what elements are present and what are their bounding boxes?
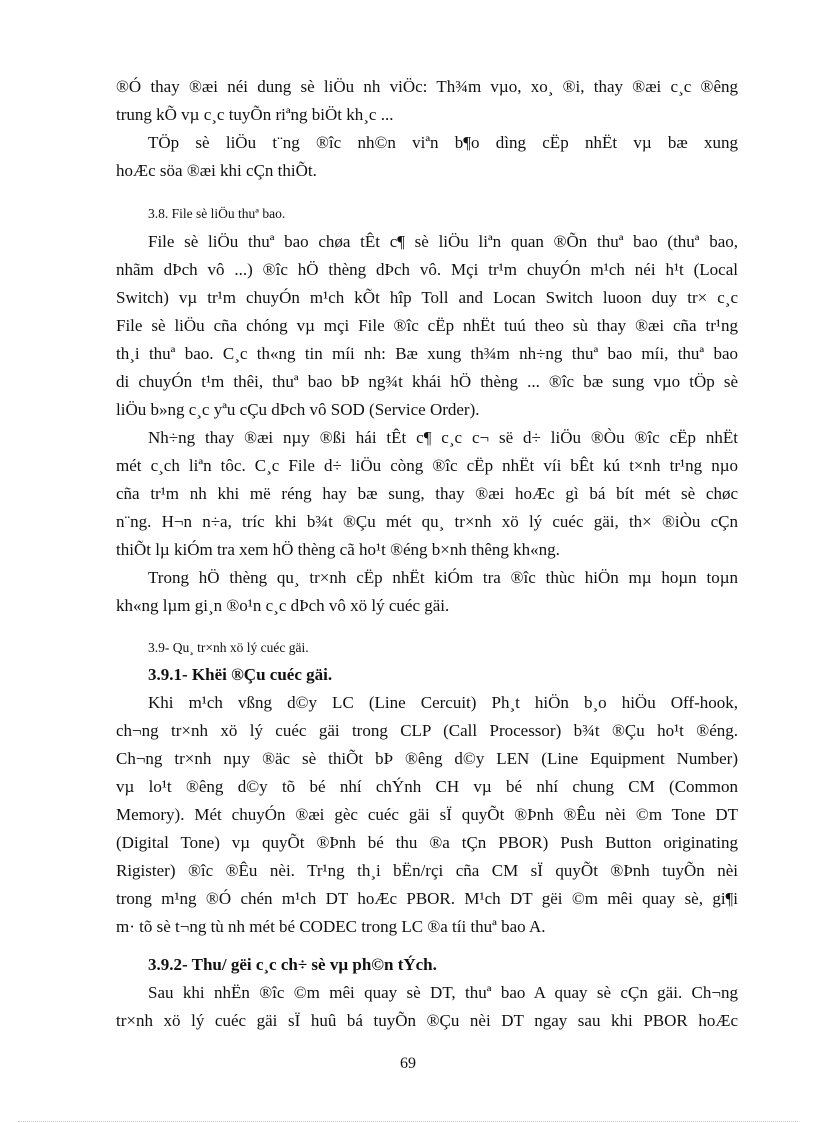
text-line: File sè liÖu thuª bao chøa tÊt c¶ sè liÖu liªn quan ®Õn thuª bao (thuª bao, [148, 232, 738, 251]
text-line: Khi m¹ch vßng d©y LC (Line Cercuit) Ph¸t hiÖn b¸o hiÖu Off-hook, [148, 693, 738, 712]
text-line: m· tõ sè t¬ng tù nh mét bé CODEC trong LC ®a tíi thuª bao A. [116, 917, 546, 936]
subsection-heading-3-9-1: 3.9.1- Khëi ®Çu cuéc gäi. [148, 665, 333, 684]
text-line: cña tr¹m nh khi më réng hay bæ sung, thay ®æi hoÆc gì bá bít mét sè chøc [116, 484, 738, 503]
text-line: vµ lo¹t ®êng d©y tõ bé nhí chÝnh CH vµ bé nhí chung CM (Common [116, 777, 738, 796]
text-line: Ch¬ng tr×nh nµy ®äc sè thiÕt bÞ ®êng d©y LEN (Line Equipment Number) [116, 749, 738, 768]
section-heading-3-9: 3.9- Qu¸ tr×nh xö lý cuéc gäi. [148, 640, 309, 655]
text-line: n¨ng. H¬n n÷a, tríc khi b¾t ®Çu mét qu¸ tr×nh xö lý cuéc gäi, th× ®iÒu cÇn [116, 512, 738, 531]
text-line: Sau khi nhËn ®îc ©m mêi quay sè DT, thuª bao A quay sè cÇn gäi. Ch¬ng [148, 983, 738, 1002]
section-heading-3-8: 3.8. File sè liÖu thuª bao. [148, 206, 286, 221]
text-line: Rigister) ®îc ®Êu nèi. Tr¹ng th¸i bËn/rçi cña CM sÏ quyÕt ®Þnh tuyÕn nèi [116, 861, 738, 880]
text-line: thiÕt lµ kiÓm tra xem hÖ thèng cã ho¹t ®éng b×nh thêng kh«ng. [116, 540, 560, 559]
text-line: ch¬ng tr×nh xö lý cuéc gäi trong CLP (Call Processor) b¾t ®Çu ho¹t ®éng. [116, 721, 738, 740]
text-line: mét c¸ch liªn tôc. C¸c File d÷ liÖu còng ®îc cËp nhËt víi bÊt kú t×nh tr¹ng nµo [116, 456, 738, 475]
text-line: (Digital Tone) vµ quyÕt ®Þnh bé thu ®a tÇn PBOR) Push Button originating [116, 833, 738, 852]
subsection-heading-3-9-2: 3.9.2- Thu/ gëi c¸c ch÷ sè vµ ph©n tÝch. [148, 955, 437, 974]
text-line: di chuyÓn t¹m thêi, thuª bao bÞ ng¾t khái hÖ thèng ... ®îc bæ sung vµo tÖp sè [116, 372, 738, 391]
page-number: 69 [400, 1055, 416, 1072]
text-line: Switch) vµ tr¹m chuyÓn m¹ch kÕt hîp Toll and Locan Switch luoon duy tr× c¸c [116, 288, 738, 307]
text-line: trung kÕ vµ c¸c tuyÕn riªng biÖt kh¸c ... [116, 105, 394, 124]
text-line: Nh÷ng thay ®æi nµy ®ßi hái tÊt c¶ c¸c c¬ së d÷ liÖu ®Òu ®îc cËp nhËt [148, 428, 738, 447]
text-line: th¸i thuª bao. C¸c th«ng tin míi nh: Bæ xung th¾m nh÷ng thuª bao míi, thuª bao [116, 344, 738, 363]
text-line: hoÆc söa ®æi khi cÇn thiÕt. [116, 161, 317, 180]
text-line: liÖu b»ng c¸c yªu cÇu dÞch vô SOD (Service Order). [116, 400, 480, 419]
text-line: nhãm dÞch vô ...) ®îc hÖ thèng dÞch vô. Mçi tr¹m chuyÓn m¹ch néi h¹t (Local [116, 260, 738, 279]
text-line: tr×nh xö lý cuéc gäi sÏ huû bá tuyÕn ®Çu nèi DT ngay sau khi PBOR hoÆc [116, 1011, 738, 1030]
page-bottom-rule [18, 1121, 798, 1122]
text-line: File sè liÖu cña chóng vµ mçi File ®îc cËp nhËt tuú theo sù thay ®æi cña tr¹ng [116, 316, 738, 335]
text-line: Memory). Mét chuyÓn ®æi gèc cuéc gäi sÏ quyÕt ®Þnh ®Êu nèi ©m Tone DT [116, 805, 738, 824]
text-line: ®Ó thay ®æi néi dung sè liÖu nh viÖc: Th¾m vµo, xo¸ ®i, thay ®æi c¸c ®êng [116, 77, 738, 96]
text-line: TÖp sè liÖu t¨ng ®îc nh©n viªn b¶o dìng cËp nhËt vµ bæ xung [148, 133, 738, 152]
text-line: kh«ng lµm gi¸n ®o¹n c¸c dÞch vô xö lý cuéc gäi. [116, 596, 450, 615]
text-line: Trong hÖ thèng qu¸ tr×nh cËp nhËt kiÓm tra ®îc thùc hiÖn mµ hoµn toµn [148, 568, 738, 587]
text-line: trong m¹ng ®Ó chén m¹ch DT hoÆc PBOR. M¹ch DT gëi ©m mêi quay sè, gi¶i [116, 889, 738, 908]
